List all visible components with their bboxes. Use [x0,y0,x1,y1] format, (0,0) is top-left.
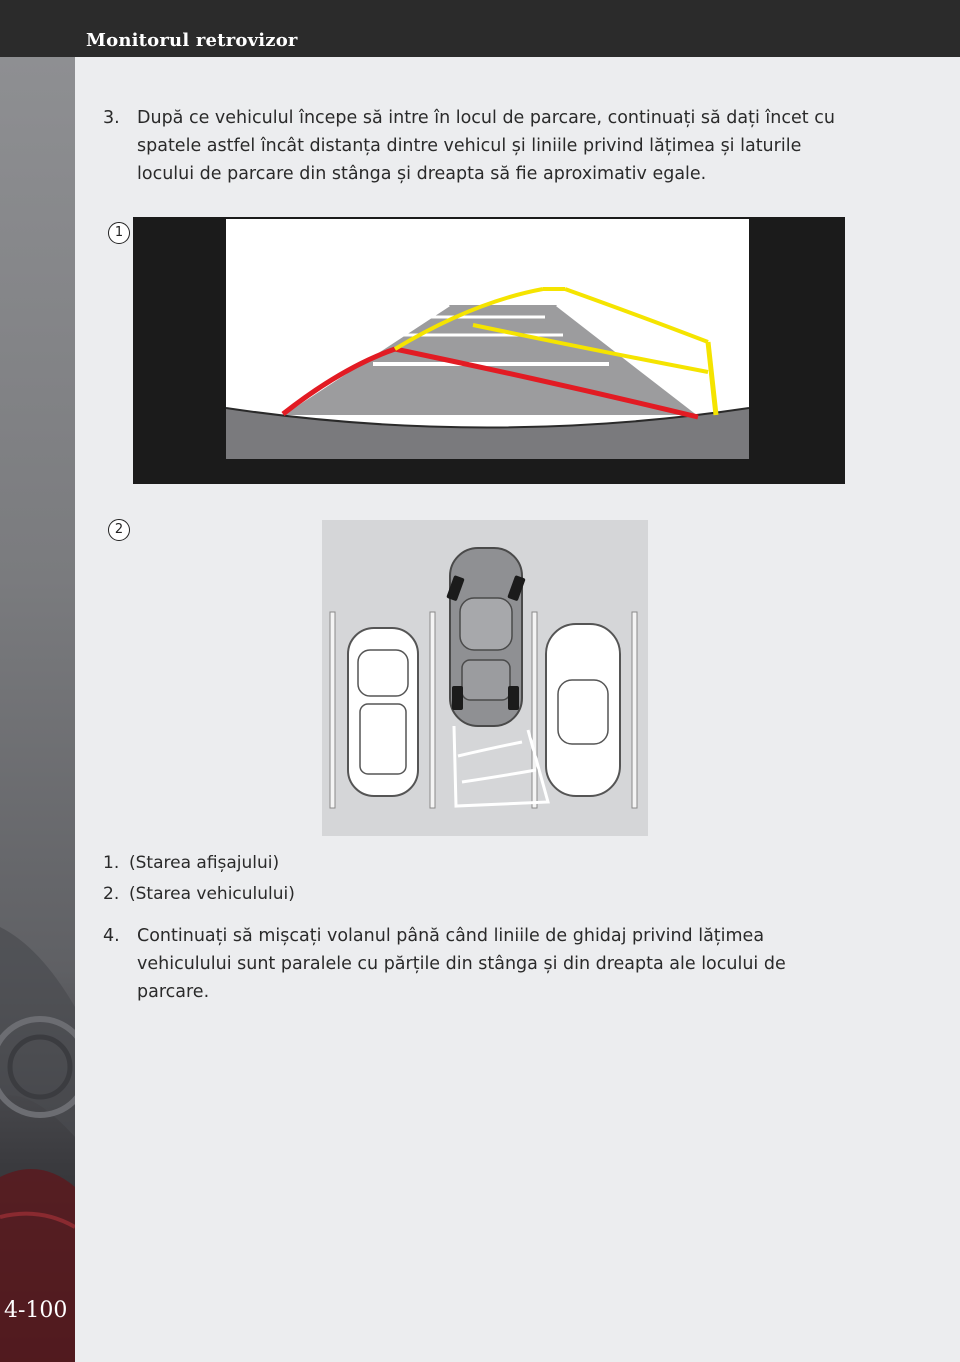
page-number: 4-100 [4,1298,68,1323]
circled-number-one-icon: 1 [108,222,130,244]
caption-text: (Starea vehiculului) [129,884,295,904]
step-text: Continuați să mișcați volanul până când liniile de ghidaj privind lățimea vehiculului sunt paralele cu părțile din stânga și din dreapta ale locului de parcare. [137,926,786,1002]
step-number: 3. [103,108,120,128]
vehicle-state-figure [322,520,648,836]
step-4 [103,922,803,1006]
caption-item [103,879,295,910]
side-decorative-strip [0,57,75,1362]
step-text: După ce vehiculul începe să intre în locul de parcare, continuați să dați încet cu spatele astfel încât distanța dintre vehicul și liniile privind lățimea și laturile locului de parcare din stânga și dreapta să fie aproximativ egale. [137,108,835,184]
step-3 [103,104,863,188]
caption-item [103,848,295,879]
camera-display-figure [133,217,845,484]
caption-text: (Starea afișajului) [129,853,280,873]
caption-number: 1. [103,853,120,873]
figure-captions [103,848,295,910]
section-title: Monitorul retrovizor [86,30,298,51]
page-header [0,0,960,57]
circled-number-two-icon: 2 [108,519,130,541]
caption-number: 2. [103,884,120,904]
step-number: 4. [103,926,120,946]
dashboard-photo-icon [0,57,75,1362]
